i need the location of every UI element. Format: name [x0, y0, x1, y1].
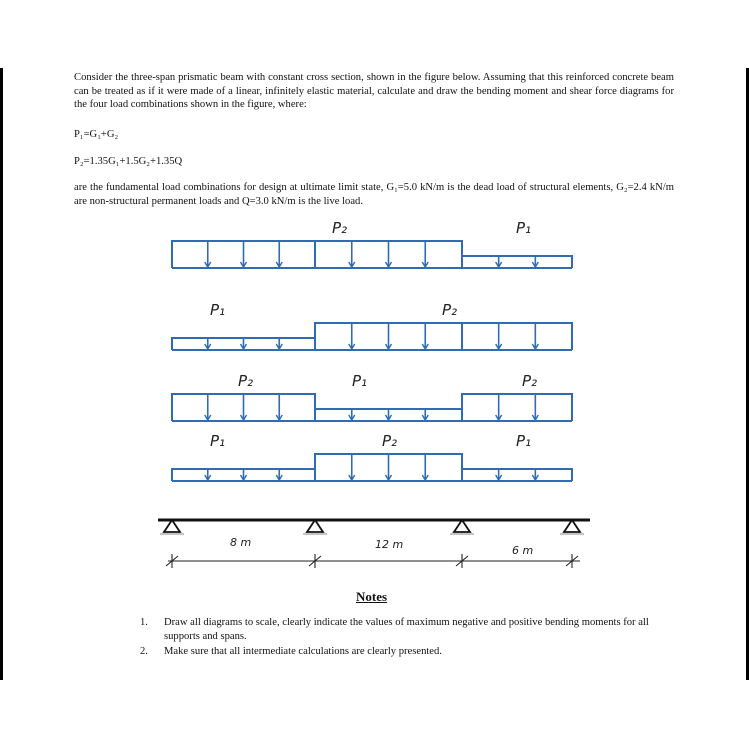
distributed-load-block: [462, 469, 572, 481]
beam-load-diagram: [150, 218, 600, 580]
load-label: P₂: [382, 432, 398, 450]
span-length-label: 12 m: [375, 538, 404, 551]
left-border-line: [0, 68, 3, 680]
load-label: P₁: [210, 432, 226, 450]
note-number: 2.: [140, 646, 148, 658]
span-length-label: 6 m: [512, 544, 534, 557]
note-item: [140, 645, 675, 659]
load-label: P₁: [352, 372, 368, 390]
distributed-load-block: [462, 394, 572, 421]
note-item: [140, 616, 675, 643]
span-length-label: 8 m: [230, 536, 252, 549]
formula-p1: P₁=G₁+G₂: [74, 129, 119, 140]
load-label: P₁: [516, 219, 532, 237]
note-text: Make sure that all intermediate calculations are clearly presented.: [164, 646, 442, 658]
load-label: P₂: [332, 219, 348, 237]
pin-support-icon: [307, 520, 323, 532]
note-text: Draw all diagrams to scale, clearly indicate the values of maximum negative and positive bending moments for all supports and spans.: [164, 617, 649, 642]
load-label: P₁: [210, 301, 226, 319]
distributed-load-block: [462, 323, 572, 350]
note-number: 1.: [140, 617, 148, 628]
beam-load-figure: [150, 218, 600, 580]
load-definitions: are the fundamental load combinations for design at ultimate limit state, G₁=5.0 kN/m is the dead load of structural elements, G₂=2.4 kN/m are non-structural permanent loads and Q=3.0 kN/m is the live load.: [74, 182, 674, 207]
notes-list: [140, 616, 675, 661]
load-label: P₂: [238, 372, 254, 390]
notes-title: Notes: [356, 589, 388, 604]
distributed-load-block: [462, 256, 572, 268]
load-label: P₁: [516, 432, 532, 450]
load-label: P₂: [522, 372, 538, 390]
load-label: P₂: [442, 301, 458, 319]
pin-support-icon: [454, 520, 470, 532]
pin-support-icon: [164, 520, 180, 532]
formula-p2: P₂=1.35G₁+1.5G₂+1.35Q: [74, 156, 183, 167]
problem-statement: Consider the three-span prismatic beam with constant cross section, shown in the figure below. Assuming that this reinforced concrete beam can be treated as if it were made of a linear, infinitely elastic material, calculate and draw the bending moment and shear force diagrams for the four load combinations shown in the figure, where:: [74, 72, 674, 111]
pin-support-icon: [564, 520, 580, 532]
